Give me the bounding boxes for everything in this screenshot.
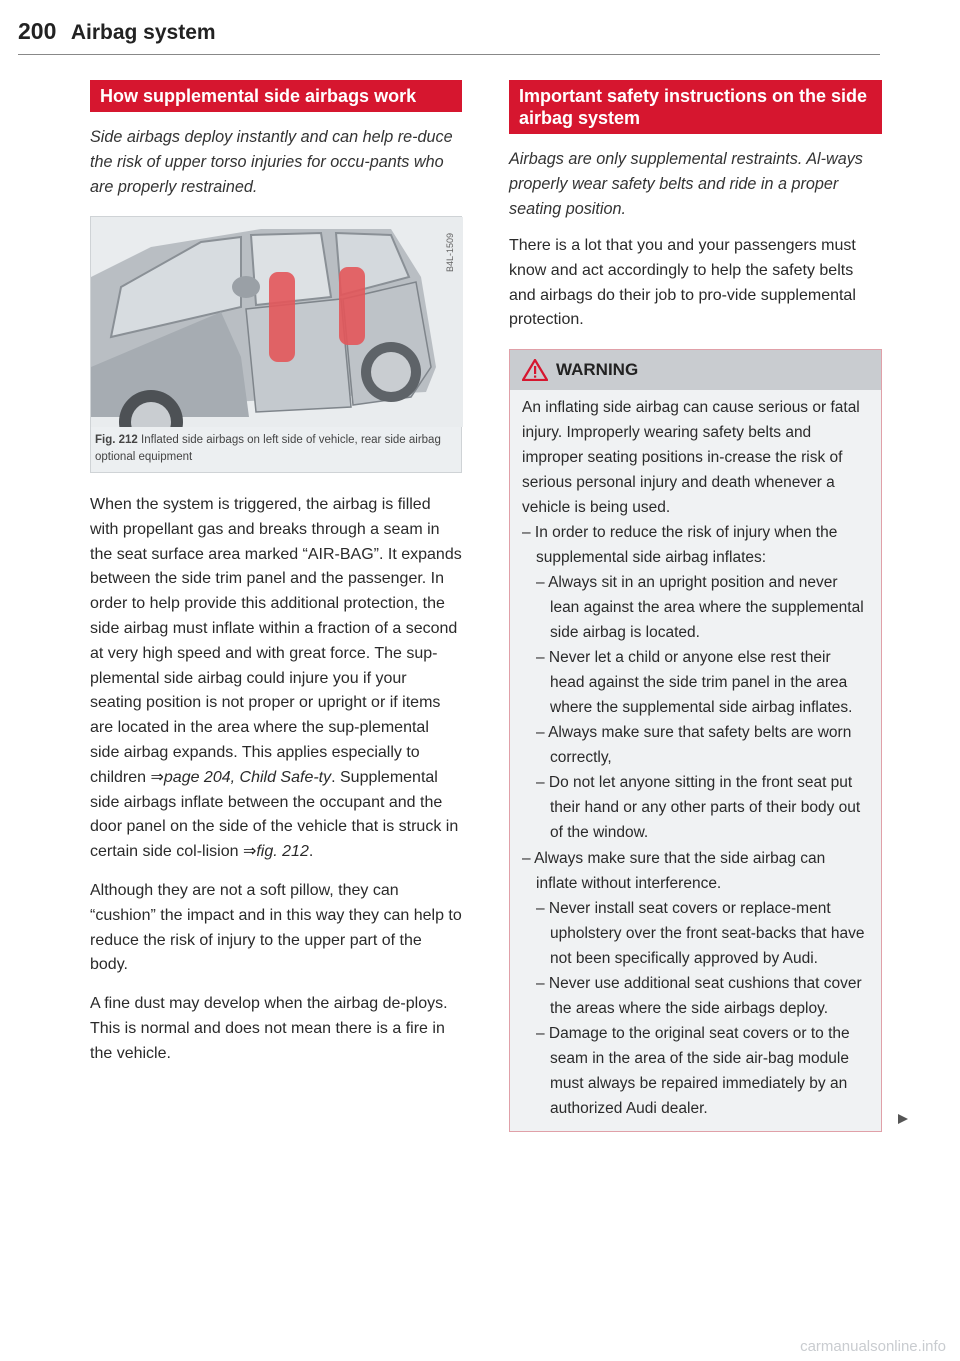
link-fig-212[interactable]: ⇒fig. 212 — [242, 843, 309, 861]
warning-title: WARNING — [556, 360, 639, 380]
p1-text-c: . — [308, 843, 314, 861]
warning-header — [510, 350, 881, 390]
warning-body — [510, 390, 881, 1131]
left-column — [90, 80, 462, 1067]
warning-subitem: – Always sit in an upright position and never lean against the area where the supplemental side airbag is located. — [536, 574, 864, 642]
figure-caption — [91, 427, 461, 472]
link-child-safety[interactable]: ⇒page 204, Child Safe-ty — [150, 768, 332, 786]
figure-caption-text: Inflated side airbags on left side of vehicle, rear side airbag optional equipment — [95, 434, 441, 463]
car-side-airbag-illustration — [91, 217, 463, 427]
page-header — [18, 18, 880, 55]
body-paragraph-1 — [90, 493, 462, 865]
warning-subitem: – Never use additional seat cushions that cover the areas where the side airbags deploy. — [536, 975, 862, 1018]
right-column — [509, 80, 882, 1132]
right-paragraph-1: There is a lot that you and your passengers must know and act accordingly to help the safety belts and airbags do their job to pro-vide supplemental protection. — [509, 237, 856, 329]
warning-subitem: – Never let a child or anyone else rest their head against the side trim panel in the area where the supplemental side airbag inflates. — [536, 649, 853, 717]
warning-subitem: – Do not let anyone sitting in the front seat put their hand or any other parts of their body out of the window. — [536, 774, 861, 842]
figure-label: Fig. 212 — [95, 434, 138, 446]
warning-intro: An inflating side airbag can cause serious or fatal injury. Improperly wearing safety belts and improper seating positions in-crease the risk of serious personal injury and death whenever a vehicle is being used. — [522, 399, 860, 517]
page-number: 200 — [18, 18, 57, 44]
warning-subitem: – Never install seat covers or replace-ment upholstery over the front seat-backs that have not been specifically approved by Audi. — [536, 900, 865, 968]
section-lead: Side airbags deploy instantly and can help re-duce the risk of upper torso injuries for occu-pants who are properly restrained. — [90, 128, 453, 196]
watermark-text: carmanualsonline.info — [800, 1338, 946, 1355]
warning-subitem: – Damage to the original seat covers or to the seam in the area of the side air-bag module must always be repaired immediately by an authorized Audi dealer. — [536, 1025, 850, 1118]
body-paragraph-2: Although they are not a soft pillow, they can “cushion” the impact and in this way they can help to reduce the risk of injury to the upper part of the body. — [90, 881, 462, 974]
p1-text-b: . Supplemental side airbags inflate between the occupant and the door panel on the side of the vehicle that is struck in certain side col-lision — [90, 768, 459, 861]
continue-arrow-icon — [896, 1112, 910, 1126]
watermark — [756, 1337, 946, 1355]
section-heading-side-airbags: How supplemental side airbags work — [90, 80, 462, 112]
section-lead-right: Airbags are only supplemental restraints. Al-ways properly wear safety belts and ride in a proper seating position. — [509, 150, 863, 218]
section-heading-safety-instructions: Important safety instructions on the side airbag system — [509, 80, 882, 134]
figure-212 — [90, 216, 462, 473]
warning-box — [509, 349, 882, 1132]
chapter-title: Airbag system — [70, 21, 216, 44]
figure-code: B4L-1509 — [445, 232, 455, 272]
warning-triangle-icon — [522, 359, 548, 381]
warning-subitem: – Always make sure that safety belts are worn correctly, — [536, 724, 852, 767]
p1-text-a: When the system is triggered, the airbag is filled with propellant gas and breaks through a seam in the seat surface area marked “AIR-BAG”. It expands between the side trim panel and the passenger. In order to help provide this additional protection, the side airbag must inflate within a fraction of a second at very high speed and with great force. The sup-plemental side airbag could injure you if your seating position is not proper or upright or if items are located in the area where the sup-plemental side airbag expands. This applies especially to children — [90, 496, 462, 786]
warning-item: – Always make sure that the side airbag can inflate without interference. — [522, 850, 826, 893]
body-paragraph-3: A fine dust may develop when the airbag de-ploys. This is normal and does not mean there is a fire in the vehicle. — [90, 995, 448, 1062]
warning-item: – In order to reduce the risk of injury when the supplemental side airbag inflates: — [522, 524, 838, 567]
